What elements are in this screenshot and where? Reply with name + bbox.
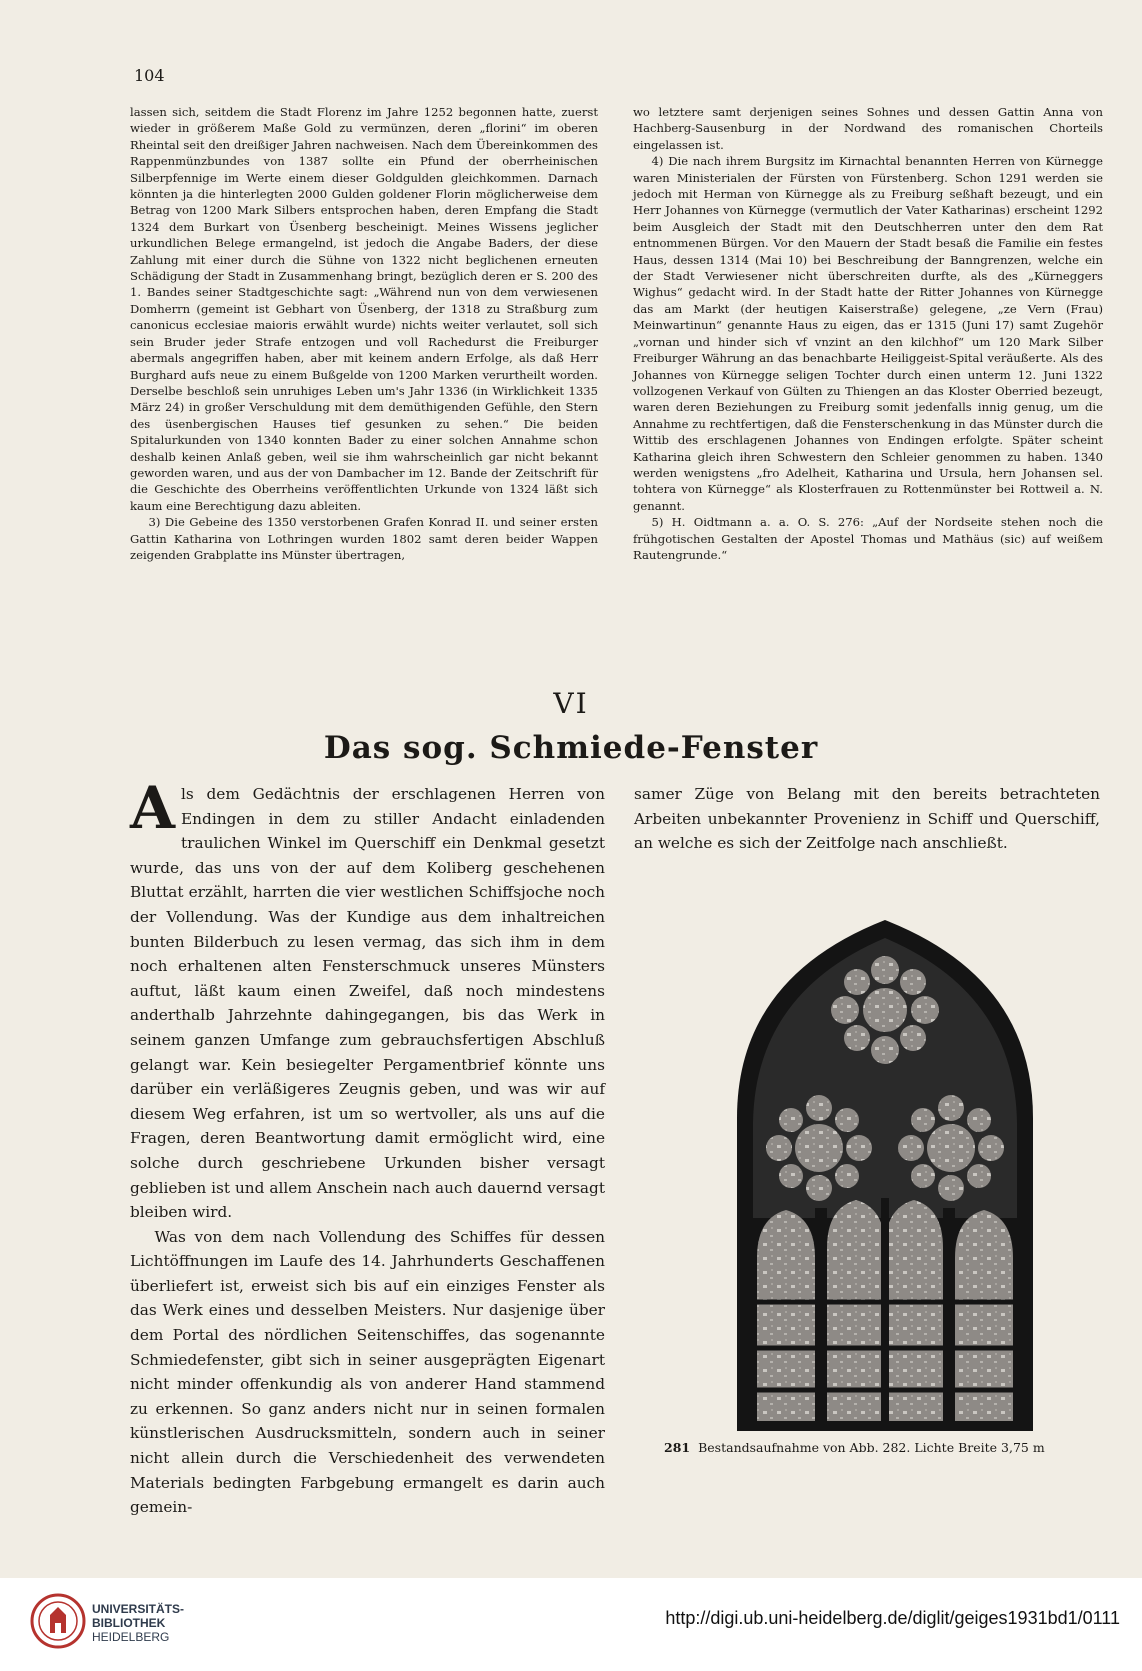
figure-caption: [664, 1440, 1104, 1455]
institution-line: BIBLIOTHEK: [92, 1616, 166, 1630]
footnote-paragraph: 5) H. Oidtmann a. a. O. S. 276: „Auf der Nordseite stehen noch die frühgotischen Gestalten der Apostel Thomas und Mathäus (sic) auf weißem Rautengrunde.“: [633, 515, 1103, 562]
footnotes-right-column: [633, 104, 1103, 563]
university-seal-icon: [30, 1593, 86, 1649]
body-paragraph: Was von dem nach Vollendung des Schiffes für dessen Lichtöffnungen im Laufe des 14. Jahrhunderts Geschaffenen überliefert ist, erweist sich bis auf ein einziges Fenster als das Werk eines und desselben Meisters. Nur dasjenige über dem Portal des nördlichen Seitenschiffes, das sogenannte Schmiedefenster, gibt sich in seiner ausgeprägten Eigenart nicht minder offenkundig als von anderer Hand stammend zu erkennen. So ganz anders nicht nur in seinen formalen künstlerischen Ausdrucksmitteln, sondern auch in seiner nicht allein durch die Verschiedenheit des verwendeten Materials bedingten Farbgebung ermangelt es darin auch gemein-: [130, 1227, 605, 1517]
institution-line: UNIVERSITÄTS-: [92, 1602, 185, 1616]
institution-line: HEIDELBERG: [92, 1630, 170, 1644]
chapter-number: VI: [553, 687, 589, 720]
figure-caption-text: Bestandsaufnahme von Abb. 282. Lichte Breite 3,75 m: [698, 1440, 1045, 1455]
drop-cap: A: [130, 774, 176, 842]
institution-name: [92, 1602, 184, 1644]
body-paragraph: samer Züge von Belang mit den bereits betrachteten Arbeiten unbekannter Provenienz in Schiff und Querschiff, an welche es sich der Zeitfolge nach anschließt.: [634, 785, 1100, 853]
gothic-window-illustration: [733, 918, 1037, 1431]
body-text-left-column: [130, 774, 605, 1520]
footnote-paragraph: wo letztere samt derjenigen seines Sohnes und dessen Gattin Anna von Hachberg-Sausenburg in der Nordwand des romanischen Chorteils eingelassen ist.: [633, 105, 1103, 152]
footnote-paragraph: lassen sich, seitdem die Stadt Florenz im Jahre 1252 begonnen hatte, zuerst wieder in größerem Maße Gold zu vermünzen, deren „florini“ im oberen Rheintal seit den dreißiger Jahren nachweisen. Nach dem Übereinkommen des Rappenmünzbundes von 1387 sollte ein Pfund der oberrheinischen Silberpfennige im Werte einem dieser Goldgulden gleichkommen. Darnach könnten ja die hinterlegten 2000 Gulden goldener Florin möglicherweise dem Betrag von 1200 Mark Silbers entsprochen haben, deren Empfang die Stadt 1324 dem Burkart von Üsenberg bescheinigt. Meines Wissens jeglicher urkundlichen Belege ermangelnd, ist jedoch die Angabe Baders, der diese Zahlung mit einer durch die Sühne von 1322 nicht beglichenen erneuten Schädigung der Stadt in Zusammenhang bringt, bezüglich deren er S. 200 des 1. Bandes seiner Stadtgeschichte sagt: „Während nun von dem verwiesenen Domherrn (gemeint ist Gebhart von Üsenberg, der 1318 zu Straßburg zum canonicus ecclesiae maioris erwählt wurde) nichts weiter verlautet, soll sich sein Bruder jeder Strafe entzogen und voll Rachedurst die Freiburger abermals angegriffen haben, aber mit keinem andern Erfolge, als daß Herr Burghard aufs neue zu einem Bußgelde von 1200 Marken verurtheilt worden. Derselbe beschloß sein unruhiges Leben um's Jahr 1336 (in Wirklichkeit 1335 März 24) in großer Verschuldung mit dem demüthigenden Gefühle, den Stern des üsenbergischen Hauses tief gesunken zu sehen.“ Die beiden Spitalurkunden von 1340 konnten Bader zu einer solchen Annahme schon deshalb keinen Anlaß geben, weil sie ihm wahrscheinlich gar nicht bekannt geworden waren, und aus der von Dambacher im 12. Bande der Zeitschrift für die Geschichte des Oberrheins veröffentlichten Urkunde von 1324 läßt sich kaum eine Berechtigung dazu ableiten.: [130, 105, 598, 513]
footnotes-left-column: [130, 104, 598, 563]
footnote-paragraph: 3) Die Gebeine des 1350 verstorbenen Grafen Konrad II. und seiner ersten Gattin Katharina von Lothringen wurden 1802 samt deren beider Wappen zeigenden Grabplatte ins Münster übertragen,: [130, 515, 598, 562]
page-number: 104: [134, 66, 165, 85]
body-paragraph: [130, 774, 605, 1225]
chapter-title: Das sog. Schmiede-Fenster: [323, 730, 819, 766]
body-text-right-column: [634, 782, 1100, 856]
body-text: ls dem Gedächtnis der erschlagenen Herren von Endingen in dem zu stiller Andacht einladenden traulichen Winkel im Querschiff ein Denkmal gesetzt wurde, das uns von der auf dem Koliberg geschehenen Bluttat erzählt, harrten die vier westlichen Schiffsjoche noch der Vollendung. Was der Kundige aus dem inhaltreichen bunten Bilderbuch zu lesen vermag, das sich ihm in dem noch erhaltenen alten Fensterschmuck unseres Münsters auftut, läßt kaum einen Zweifel, daß noch mindestens anderthalb Jahrzehnte dahingegangen, bis das Werk in seinem ganzen Umfange zum gebrauchsfertigen Abschluß gelangt war. Kein besiegelter Pergamentbrief könnte uns darüber ein verläßigeres Zeugnis geben, und was wir auf diesem Weg erfahren, ist um so wertvoller, als uns auf die Fragen, deren Beantwortung damit ermöglicht wird, eine solche durch geschriebene Urkunden bisher versagt geblieben ist und allem Anschein nach auch dauernd versagt bleiben wird.: [130, 785, 605, 1222]
footnote-paragraph: 4) Die nach ihrem Burgsitz im Kirnachtal benannten Herren von Kürnegge waren Ministerialen der Fürsten von Fürstenberg. Schon 1291 werden sie jedoch mit Herman von Kürnegge als zu Freiburg seßhaft bezeugt, und ein Herr Johannes von Kürnegge (vermutlich der Vater Katharinas) erscheint 1292 beim Ausgleich der Stadt mit den Deutschherren unter den dem Rat entnommenen Bürgen. Vor den Mauern der Stadt besaß die Familie ein festes Haus, dessen 1314 (Mai 10) bei Beschreibung der Banngrenzen, welche ein der Stadt Verwiesener nicht überschreiten durfte, als des „Kürneggers Wighus“ gedacht wird. In der Stadt hatte der Ritter Johannes von Kürnegge das am Markt (der heutigen Kaiserstraße) gelegene, „ze Vern (Frau) Meinwartinun“ genannte Haus zu eigen, das er 1315 (Juni 17) samt Zugehör „vornan und hinder sich vf vnzint an den kilchhof“ um 120 Mark Silber Freiburger Währung an das benachbarte Heiliggeist-Spital veräußerte. Als des Johannes von Kürnegge seligen Tochter durch einen unterm 12. Juni 1322 vollzogenen Verkauf von Gülten zu Thiengen an das Kloster Oberried bezeugt, waren deren Beziehungen zu Freiburg somit jedenfalls innig genug, um die Annahme zu rechtfertigen, daß die Fensterschenkung in das Münster durch die Wittib des erschlagenen Johannes von Endingen erfolgte. Später scheint Katharina gleich ihren Schwestern den Schleier genommen zu haben. 1340 werden wenigstens „fro Adelheit, Katharina und Ursula, hern Johansen sel. tohtera von Kürnegge“ als Klosterfrauen zu Rottenmünster bei Rottweil a. N. genannt.: [633, 154, 1103, 513]
source-url-link[interactable]: http://digi.ub.uni-heidelberg.de/diglit/geiges1931bd1/0111: [665, 1608, 1120, 1628]
figure-number: 281: [664, 1440, 691, 1455]
